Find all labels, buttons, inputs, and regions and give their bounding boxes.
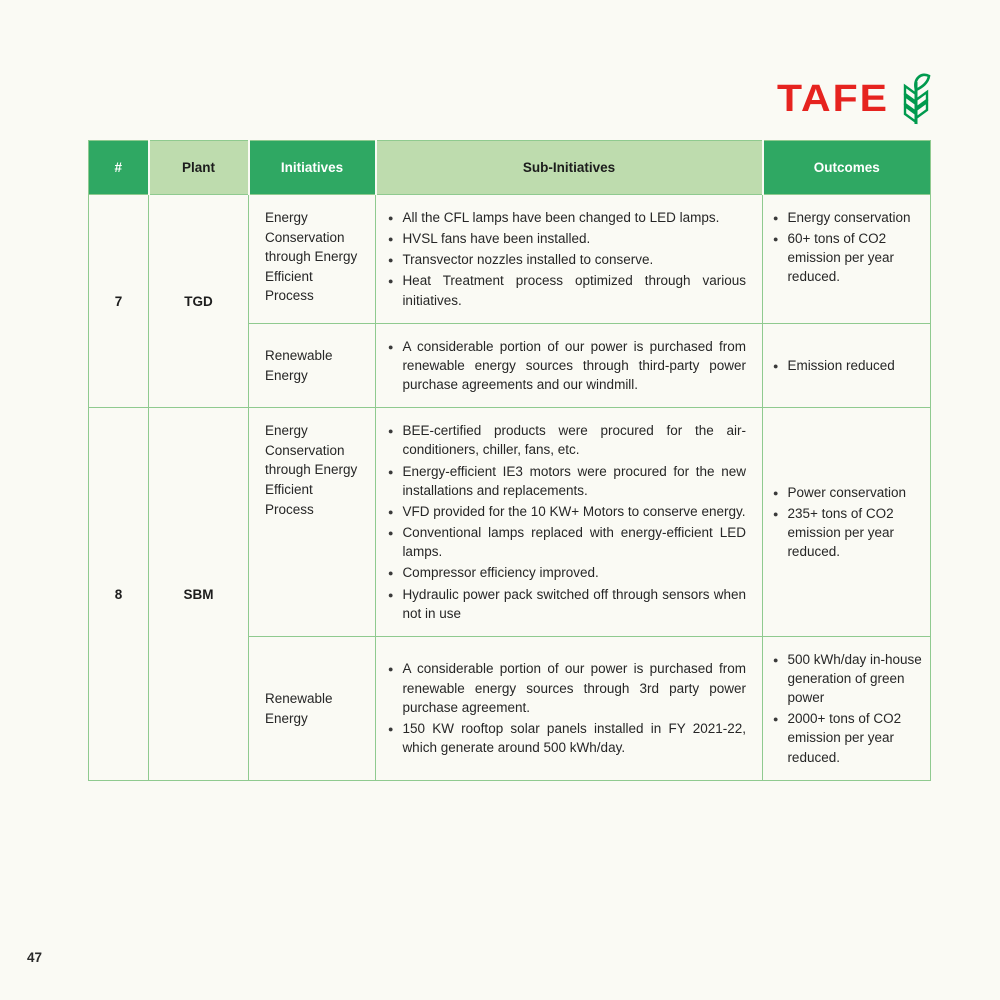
- list-item: ● 500 kWh/day in-house generation of green power: [773, 650, 922, 707]
- list-item: ● Emission reduced: [773, 356, 922, 375]
- outcomes-cell: [763, 195, 931, 324]
- wheat-icon: [894, 70, 938, 126]
- list-item: ● Transvector nozzles installed to conserve.: [388, 250, 746, 269]
- bullet-icon: ●: [388, 723, 394, 734]
- outcomes-cell: [763, 636, 931, 780]
- list-item: ● A considerable portion of our power is purchased from renewable energy sources through 3rd party power purchase agreement.: [388, 659, 746, 716]
- header-initiatives: Initiatives: [249, 141, 376, 195]
- bullet-icon: ●: [388, 426, 394, 437]
- bullet-icon: ●: [773, 234, 779, 245]
- table-header-row: [89, 141, 931, 195]
- outcomes-cell: [763, 323, 931, 407]
- brand-wordmark: TAFE: [776, 76, 889, 119]
- plant-name: SBM: [149, 408, 249, 781]
- list-item: ● Energy-efficient IE3 motors were procured for the new installations and replacements.: [388, 462, 746, 500]
- list-item: ● Compressor efficiency improved.: [388, 563, 746, 582]
- sub-initiatives-cell: [376, 636, 763, 780]
- row-number: 7: [89, 195, 149, 408]
- list-item: ● A considerable portion of our power is purchased from renewable energy sources through third-party power purchase agreements and our windmill.: [388, 337, 746, 394]
- bullet-icon: ●: [773, 360, 779, 371]
- list-item: ● Heat Treatment process optimized through various initiatives.: [388, 271, 746, 309]
- plant-name: TGD: [149, 195, 249, 408]
- list-item: ● 150 KW rooftop solar panels installed in FY 2021-22, which generate around 500 kWh/day.: [388, 719, 746, 757]
- bullet-icon: ●: [388, 466, 394, 477]
- bullet-icon: ●: [388, 276, 394, 287]
- list-item: ● Energy conservation: [773, 208, 922, 227]
- sub-initiatives-cell: [376, 408, 763, 637]
- bullet-icon: ●: [388, 255, 394, 266]
- initiatives-table: [88, 140, 931, 781]
- sub-initiatives-cell: [376, 323, 763, 407]
- row-number: 8: [89, 408, 149, 781]
- bullet-icon: ●: [388, 341, 394, 352]
- list-item: ● 235+ tons of CO2 emission per year reduced.: [773, 504, 922, 561]
- bullet-icon: ●: [773, 714, 779, 725]
- list-item: ● 60+ tons of CO2 emission per year reduced.: [773, 229, 922, 286]
- bullet-icon: ●: [773, 508, 779, 519]
- table-row: [89, 408, 931, 637]
- bullet-icon: ●: [773, 654, 779, 665]
- initiative-cell: Energy Conservation through Energy Efficient Process: [249, 195, 376, 324]
- bullet-icon: ●: [388, 213, 394, 223]
- brand-logo: [777, 70, 938, 126]
- bullet-icon: ●: [388, 528, 394, 539]
- bullet-icon: ●: [388, 664, 394, 675]
- list-item: ● VFD provided for the 10 KW+ Motors to conserve energy.: [388, 502, 746, 521]
- sub-initiatives-cell: [376, 195, 763, 324]
- list-item: ● Power conservation: [773, 483, 922, 502]
- bullet-icon: ●: [773, 487, 779, 498]
- bullet-icon: ●: [388, 589, 394, 600]
- list-item: ● Conventional lamps replaced with energy-efficient LED lamps.: [388, 523, 746, 561]
- bullet-icon: ●: [773, 213, 779, 223]
- initiative-cell: Renewable Energy: [249, 636, 376, 780]
- header-sub-initiatives: Sub-Initiatives: [376, 141, 763, 195]
- header-number: #: [89, 141, 149, 195]
- initiative-cell: Renewable Energy: [249, 323, 376, 407]
- list-item: ● 2000+ tons of CO2 emission per year reduced.: [773, 709, 922, 766]
- outcomes-cell: [763, 408, 931, 637]
- list-item: ● HVSL fans have been installed.: [388, 229, 746, 248]
- list-item: ● All the CFL lamps have been changed to LED lamps.: [388, 208, 746, 227]
- header-plant: Plant: [149, 141, 249, 195]
- list-item: ● BEE-certified products were procured for the air-conditioners, chiller, fans, etc.: [388, 421, 746, 459]
- table-row: [89, 195, 931, 324]
- bullet-icon: ●: [388, 506, 394, 517]
- list-item: ● Hydraulic power pack switched off through sensors when not in use: [388, 585, 746, 623]
- page-number: 47: [27, 950, 43, 965]
- bullet-icon: ●: [388, 234, 394, 245]
- initiative-cell: Energy Conservation through Energy Efficient Process: [249, 408, 376, 637]
- bullet-icon: ●: [388, 568, 394, 579]
- header-outcomes: Outcomes: [763, 141, 931, 195]
